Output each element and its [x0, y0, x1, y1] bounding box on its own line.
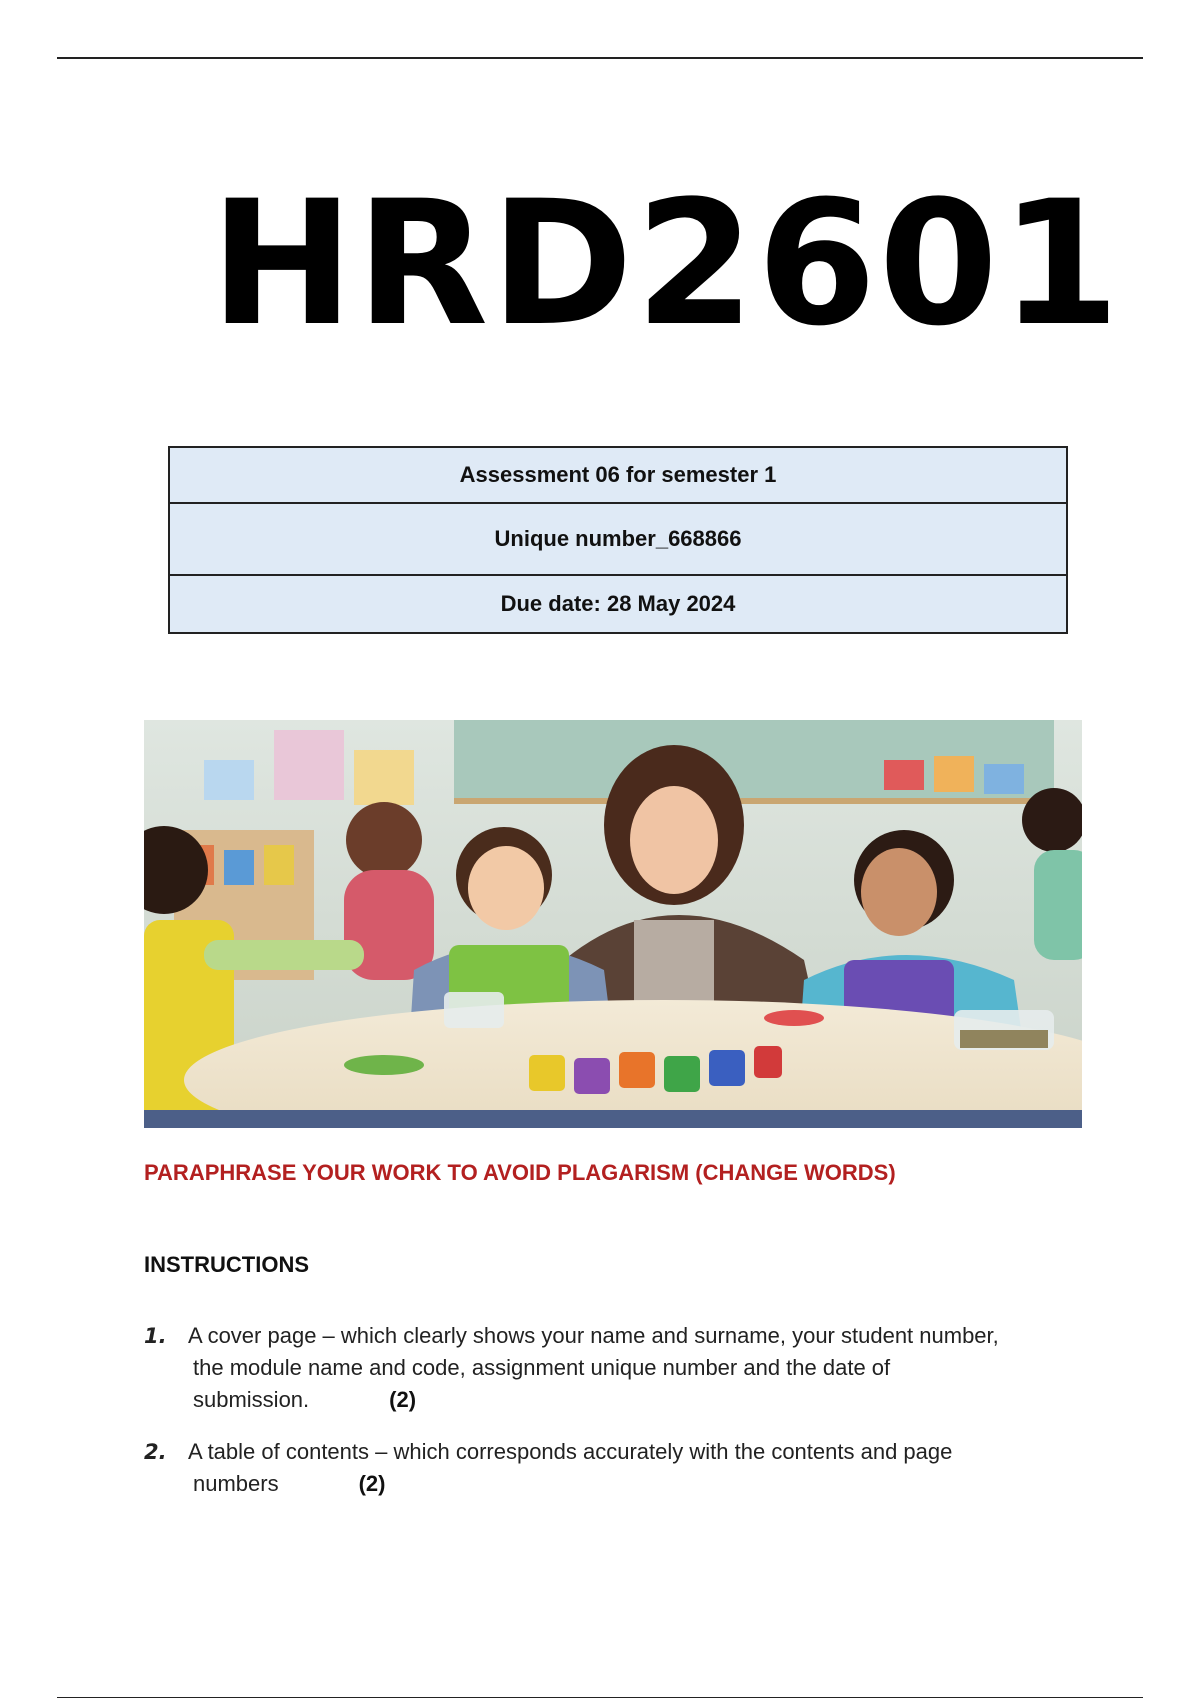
instruction-line: the module name and code, assignment unique number and the date of — [193, 1355, 891, 1380]
module-code-title: HRD2601 — [210, 163, 1122, 364]
instruction-line: A table of contents – which corresponds accurately with the contents and page — [188, 1439, 953, 1464]
instruction-number: 2. — [144, 1440, 167, 1464]
instruction-line: submission. — [193, 1387, 310, 1412]
due-date-cell: Due date: 28 May 2024 — [169, 575, 1067, 633]
instructions-heading: INSTRUCTIONS — [144, 1252, 309, 1277]
instruction-marks: (2) — [389, 1387, 417, 1412]
instructions-list — [144, 1320, 1080, 1520]
instruction-line: A cover page – which clearly shows your name and surname, your student number, — [188, 1323, 999, 1348]
plagiarism-warning: PARAPHRASE YOUR WORK TO AVOID PLAGARISM (CHANGE WORDS) — [144, 1160, 896, 1185]
instruction-item — [144, 1320, 1080, 1416]
instruction-marks: (2) — [358, 1471, 386, 1496]
instruction-item — [144, 1436, 1080, 1500]
bottom-rule — [57, 1697, 1143, 1698]
instruction-line: numbers — [193, 1471, 279, 1496]
instruction-number: 1. — [144, 1324, 167, 1348]
top-rule — [57, 57, 1143, 59]
assessment-info-table — [168, 446, 1068, 634]
classroom-photo — [144, 720, 1082, 1128]
assessment-cell: Assessment 06 for semester 1 — [169, 447, 1067, 503]
unique-number-cell: Unique number_668866 — [169, 503, 1067, 575]
